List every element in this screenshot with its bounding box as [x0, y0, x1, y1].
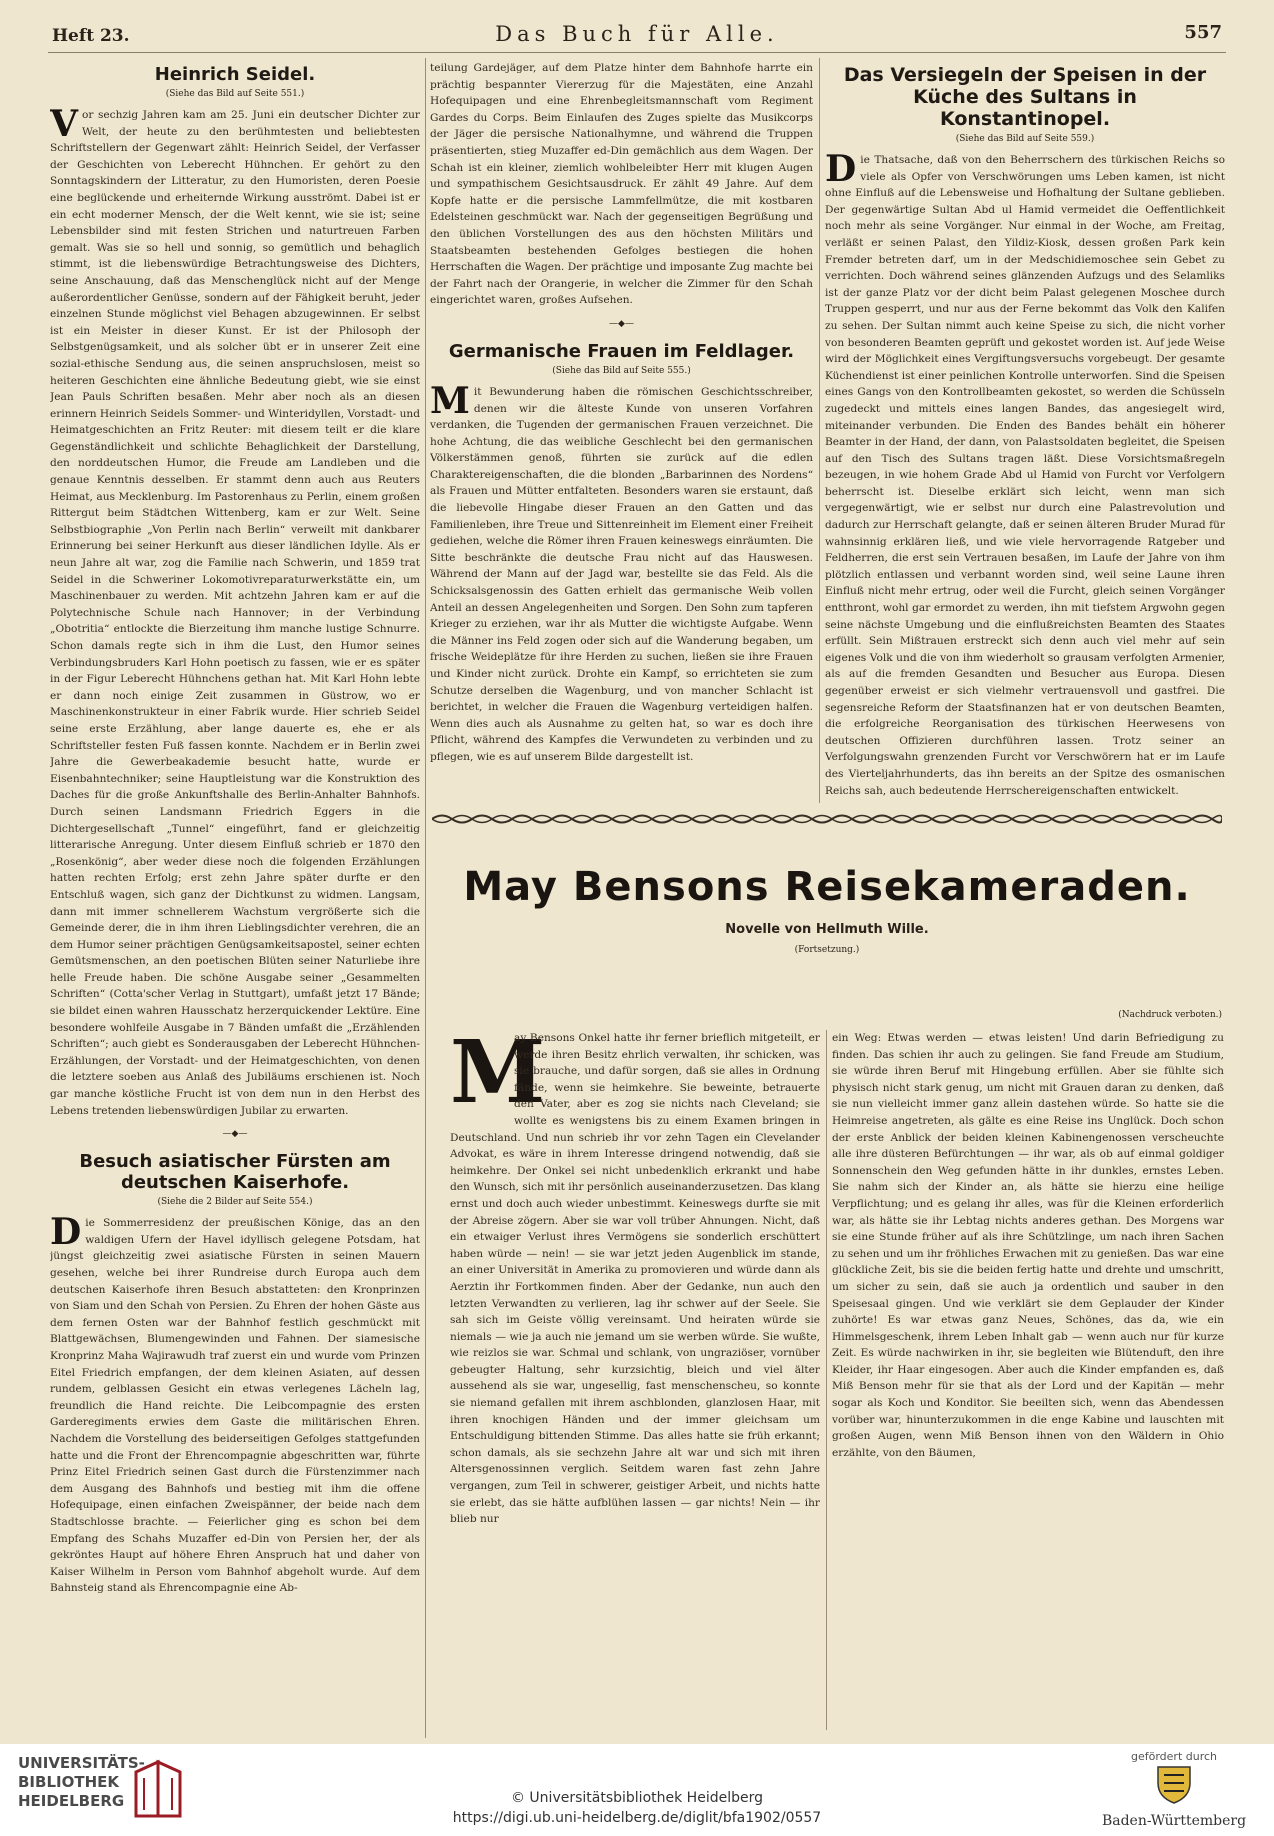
- drop-cap: M: [430, 379, 470, 422]
- story-title: May Bensons Reisekameraden.: [463, 864, 1191, 910]
- funded-by-label: gefördert durch: [1130, 1750, 1218, 1763]
- page-number: 557: [1184, 22, 1222, 43]
- story-column-1: [450, 1030, 820, 1730]
- article-ref-sultan: (Siehe das Bild auf Seite 559.): [955, 134, 1095, 144]
- copyright-text: © Universitätsbibliothek Heidelberg: [510, 1790, 763, 1806]
- story-byline: Novelle von Hellmuth Wille.: [725, 922, 929, 937]
- article-title-seidel: Heinrich Seidel.: [154, 64, 316, 85]
- article-body-frauen: Mit Bewunderung haben die römischen Geschichtsschreiber, denen wir die älteste Kunde von unseren Vorfahren verdanken, die Tugenden der germanischen Frauen verzeichnet. Die hohe Achtung, die das weibliche Geschlecht bei den germanischen Völkerstämmen genoß, führten sie zurück auf die edlen Charaktereigenschaften, die die blonden „Barbarinnen des Nordens“ als Frauen und Mütter entfalteten. Besonders waren sie erstaunt, daß die liebevolle Hingabe dieser Frauen an den Gatten und das Familienleben, ihre Treue und Sittenreinheit im Element einer Freiheit gediehen, welche die Römer ihren Frauen keineswegs einräumten. Die Sitte beschränkte die deutsche Frau nicht auf das Hauswesen. Während der Mann auf der Jagd war, bestellte sie das Feld. Als die Schicksalsgenossin des Gatten erhielt das germanische Weib vollen Anteil an dessen Angelegenheiten und Sorgen. Den Sohn zum tapferen Krieger zu erziehen, war ihr als Mutter die wichtigste Aufgabe. Wenn die Männer ins Feld zogen oder sich auf die Wanderung begaben, um frische Weideplätze für ihre Herden zu suchen, ließen sie ihre Frauen und Kinder nicht zurück. Drohte ein Kampf, so errichteten sie zum Schutze derselben die Wagenburg, und von mancher Schlacht ist berichtet, in welcher die Frauen die Wagenburg verteidigen halfen. Wenn dies auch als Ausnahme zu gelten hat, so war es doch ihre Pflicht, während des Kampfes die Verwundeten zu verbinden und zu pflegen, wie es auf unserem Bilde dargestellt ist.: [430, 379, 813, 763]
- column-divider: [425, 58, 426, 1738]
- drop-cap: D: [825, 148, 857, 190]
- coat-of-arms-icon: [1154, 1763, 1194, 1805]
- column-3: [825, 60, 1225, 800]
- column-divider: [826, 1030, 827, 1730]
- drop-cap: D: [50, 1211, 82, 1254]
- column-1: [50, 60, 420, 1740]
- permalink-url[interactable]: https://digi.ub.uni-heidelberg.de/diglit/bfa1902/0557: [452, 1810, 822, 1826]
- story-body-part-2: ein Weg: Etwas werden — etwas leisten! Und darin Befriedigung zu finden. Das schien ihr auch zu gelingen. Sie fand Freude am Studium, sie würde ihren Beruf mit Hingebung erfüllen. Aber sie fühlte sich physisch nicht stark genug, um nicht mit Grauen daran zu denken, daß sie nun vielleicht immer ganz allein dastehen würde. So hatte sie die Heimreise angetreten, als gälte es eine Reise ins Unglück. Doch schon der erste Anblick der beiden kleinen Kabinengenossen verscheuchte alle ihre düsteren Befürchtungen — ihr war, als ob auf einmal goldiger Sonnenschein den Weg gefunden hätte in ihr dunkles, ernstes Leben. Sie nahm sich der Kinder an, als hätte sie hierzu eine heilige Verpflichtung; und es gelang ihr alles, was für die Kleinen erforderlich war, als hätte sie ihr Lebtag nichts anderes gethan. Des Morgens war sie eine Stunde früher auf als ihre Schützlinge, um nach ihren Sachen zu sehen und um ihr fröhliches Erwachen mit zu genießen. Das war eine glückliche Zeit, bis sie die beiden fertig hatte und drehte und umschritt, um sicher zu sein, daß sie auch ja ordentlich und sauber in den Speisesaal gingen. Und wie verklärt sie dem Geplauder der Kinder zuhörte! Es war etwas ganz Neues, Schönes, das da, wie ein Himmelsgeschenk, ihrem Leben Inhalt gab — wenn auch nur für kurze Zeit. Es würde nachwirken in ihr, sie begleiten wie Blütenduft, den ihre Kleider, ihr Haar eingesogen. Aber auch die Kinder empfanden es, daß Miß Benson mehr für sie that als der Lord und der Kapitän — mehr sogar als Koch und Konditor. Sie beeilten sich, wenn das Abendessen vorüber war, hinunterzukommen in die enge Kabine und lauschten mit großen Augen, wenn Miß Benson ihnen von den Wäldern in Ohio erzählte, von den Bäumen,: [832, 1032, 1224, 1459]
- header-rule: [48, 52, 1226, 53]
- article-body-fuersten-continued: teilung Gardejäger, auf dem Platze hinter dem Bahnhofe harrte ein prächtig bespannter Viererzug für die Majestäten, eine Anzahl Hofequipagen und eine Ehrenbegleitsmannschaft vom Regiment Gardes du Corps. Beim Einlaufen des Zuges spielte das Musikcorps der Jäger die persische Nationalhymne, und während die Truppen präsentierten, stieg Muzaffer ed-Din gemächlich aus dem Wagen. Der Schah ist ein kleiner, ziemlich wohlbeleibter Herr mit klugen Augen und sympathischem Gesichtsausdruck. Er zählt 49 Jahre. Auf dem Kopfe hatte er die persische Lammfellmütze, die mit kostbaren Edelsteinen geschmückt war. Nach der gegenseitigen Begrüßung und den üblichen Vorstellungen des aus den höchsten Militärs und Staatsbeamten bestehenden Gefolges bestiegen die hohen Herrschaften die Wagen. Der prächtige und imposante Zug machte bei der Fahrt nach der Orangerie, in welcher die Zimmer für den Schah eingerichtet waren, großes Aufsehen.: [430, 62, 813, 307]
- section-separator: —◆—: [222, 1129, 248, 1140]
- library-logo-text: UNIVERSITÄTS- BIBLIOTHEK HEIDELBERG: [18, 1754, 145, 1810]
- story-continuation-note: (Fortsetzung.): [794, 945, 860, 955]
- drop-cap: V: [50, 103, 78, 145]
- section-separator: —◆—: [609, 318, 634, 329]
- reprint-notice: (Nachdruck verboten.): [1118, 1010, 1222, 1020]
- story-drop-cap: M: [450, 1030, 546, 1123]
- article-ref-seidel: (Siehe das Bild auf Seite 551.): [165, 89, 305, 99]
- state-name: Baden-Württemberg: [1101, 1813, 1247, 1829]
- article-body-sultan: Die Thatsache, daß von den Beherrschern des türkischen Reichs so viele als Opfer von Verschwörungen ums Leben kamen, ist nicht ohne Einfluß auf die Lebensweise und Hofhaltung der Sultane geblieben. Der gegenwärtige Sultan Abd ul Hamid vermeidet die Oeffentlichkeit noch mehr als seine Vorgänger. Nur einmal in der Woche, am Freitag, verläßt er seinen Palast, den Yildiz-Kiosk, dessen großen Park kein Fremder betreten darf, um in der Medschidiemoschee sein Gebet zu verrichten. Doch während seines glänzenden Aufzugs und des Selamliks ist der ganze Platz vor der dicht beim Palast gelegenen Moschee durch Truppen gesperrt, und nur aus der Ferne bekommt das Volk den Kalifen zu sehen. Der Sultan nimmt auch keine Speise zu sich, die nicht vorher von besonderen Beamten geprüft und gekostet worden ist. Auf jede Weise wird der Möglichkeit eines Vergiftungsversuchs vorgebeugt. Der gesamte Küchendienst ist einer peinlichen Kontrolle unterworfen. Sind die Speisen eines Gangs von den Kontrollbeamten gekostet, so werden die Schüsseln zugedeckt und mittels eines langen Bandes, das angesiegelt wird, miteinander verbunden. Die Enden des Bandes behält ein höherer Beamter in der Hand, der dann, von Palastsoldaten begleitet, die Speisen auf den Tisch des Sultans tragen läßt. Diese Vorsichtsmaßregeln bezeugen, in wie hohem Grade Abd ul Hamid von Furcht vor Verfolgern beherrscht ist. Dieselbe erklärt sich leicht, wenn man sich vergegenwärtigt, wie er selbst nur durch eine Palastrevolution und dadurch zur Herrschaft gelangte, daß er seinen älteren Bruder Murad für wahnsinnig erklären ließ, und wie viele hervorragende Ratgeber und Feldherren, die erst sein Vertrauen besaßen, im Laufe der Jahre von ihm plötzlich entlassen und verbannt worden sind, weil seine Laune ihren Einfluß nicht mehr ertrug, oder weil die Furcht, gleich seinen Vorgänger entthront, wohl gar ermordet zu werden, ihn mit tiefstem Argwohn gegen seine nächste Umgebung und die einflußreichsten Beamten des Staates erfüllt. Sein Mißtrauen erstreckt sich denn auch viel mehr auf sein eigenes Volk und die von ihm wiederholt so grausam verfolgten Armenier, als auf die fremden Gesandten und Besucher aus Europa. Diesen gegenüber erweist er sich vielmehr vertrauensvoll und gastfrei. Die segensreiche Reform der Staatsfinanzen hat er von deutschen Beamten, die erfolgreiche Reorganisation des türkischen Heerwesens von deutschen Offizieren durchführen lassen. Trotz seiner an Verfolgungswahn grenzenden Furcht vor Verschwörern hat er im Laufe des Vierteljahrhunderts, das ihn bereits an der Spitze des osmanischen Reichs sah, auch bedeutende Herrschereigenschaften entwickelt.: [825, 148, 1225, 797]
- article-ref-frauen: (Siehe das Bild auf Seite 555.): [552, 365, 691, 376]
- column-2: [430, 60, 813, 800]
- story-column-2: [832, 1030, 1224, 1730]
- journal-title: Das Buch für Alle.: [495, 22, 779, 46]
- article-title-sultan: Das Versiegeln der Speisen in der Küche des Sultans in Konstantinopel.: [843, 64, 1207, 130]
- column-divider: [819, 58, 820, 803]
- funding-logo: [1094, 1750, 1254, 1830]
- page-header: [52, 18, 1222, 48]
- story-body-part-1: M ay Bensons Onkel hatte ihr ferner brieflich mitgeteilt, er werde ihren Besitz ehrlich verwalten, ihr schicken, was sie brauche, und dafür sorgen, daß sie alles in Ordnung fände, wenn sie heimkehre. Sie beweinte, betrauerte den Vater, aber es zog sie nichts nach Cleveland; sie wollte es wenigstens bis zu einem Examen bringen in Deutschland. Und nun schrieb ihr vor zehn Tagen ein Clevelander Advokat, es wäre in ihrem Interesse dringend notwendig, daß sie heimkehre. Der Onkel sei nicht unbedenklich erkrankt und habe den Wunsch, sich mit ihr persönlich auseinanderzusetzen. Das klang ernst und doch auch wieder unbestimmt. Keineswegs durfte sie mit der Abreise zögern. Aber sie war voll trüber Ahnungen. Nicht, daß ein etwaiger Verlust ihres Vermögens sie sonderlich erschüttert haben würde — nein! — sie war jetzt jeden Augenblick im stande, an einer Universität in Amerika zu promovieren und würde dann als Aerztin ihr Fortkommen finden. Aber der Gedanke, nun auch den letzten Verwandten zu verlieren, lag ihr schwer auf der Seele. Sie sah sich im Geiste völlig vereinsamt. Und heiraten würde sie niemals — wie ja auch nie jemand um sie werben würde. Sie wußte, wie reizlos sie war. Schmal und schlank, von ungraziöser, vornüber gebeugter Haltung, sehr kurzsichtig, bleich und viel älter aussehend als sie war, ungesellig, fast menschenscheu, so konnte sie niemand gefallen mit ihrem aschblonden, glanzlosen Haar, mit ihren knochigen Händen und der immer gleichsam um Entschuldigung bittenden Stimme. Das alles hatte sie früh erkannt; schon damals, als sie sechzehn Jahre alt war und sich mit ihren Altersgenossinnen verglich. Seitdem waren fast zehn Jahre vergangen, zum Teil in schwerer, geistiger Arbeit, und nichts hatte sie erlebt, das sie hätte aufblühen lassen — gar nichts! Nein — ihr blieb nur: [450, 1030, 820, 1526]
- footer-bar: [0, 1744, 1274, 1836]
- article-ref-fuersten: (Siehe die 2 Bilder auf Seite 554.): [157, 1197, 313, 1208]
- story-header: [432, 828, 1222, 955]
- ornamental-divider: [432, 812, 1222, 826]
- article-body-fuersten: Die Sommerresidenz der preußischen Könige, das an den waldigen Ufern der Havel idyllisch gelegene Potsdam, hat jüngst gleichzeitig zwei asiatische Fürsten in seinen Mauern gesehen, welche bei ihrer Rundreise durch Europa auch dem deutschen Kaiserhofe ihren Besuch abstatteten: den Kronprinzen von Siam und den Schah von Persien. Zu Ehren der hohen Gäste aus dem fernen Osten war der Bahnhof festlich geschmückt mit Blattgewächsen, Blumengewinden und Fahnen. Der siamesische Kronprinz Maha Wajirawudh traf zuerst ein und wurde vom Prinzen Eitel Friedrich empfangen, der dem kleinen Asiaten, auf dessen rundem, gelblassen Gesicht ein etwas verlegenes Lächeln lag, freundlich die Hand reichte. Die Leibcompagnie des ersten Garderegiments erwies dem Gaste die militärischen Ehren. Nachdem die Vorstellung des beiderseitigen Gefolges stattgefunden hatte und die Front der Ehrencompagnie abgeschritten war, führte Prinz Eitel Friedrich seinen Gast durch die Fürstenzimmer nach dem Ausgang des Bahnhofs und bestieg mit ihm die offene Hofequipage, einen einfachen Zweispänner, der beide nach dem Stadtschlosse brachte. — Feierlicher ging es schon bei dem Empfang des Schahs Muzaffer ed-Din von Persien her, der als gekröntes Haupt auf höhere Ehren Anspruch hat und daher von Kaiser Wilhelm in Person vom Bahnhof abgeholt wurde. Auf dem Bahnsteig stand als Ehrencompagnie eine Ab-: [50, 1211, 420, 1595]
- article-title-frauen: Germanische Frauen im Feldlager.: [448, 340, 795, 362]
- article-title-fuersten: Besuch asiatischer Fürsten am deutschen Kaiserhofe.: [79, 1151, 391, 1194]
- article-body-seidel: Vor sechzig Jahren kam am 25. Juni ein deutscher Dichter zur Welt, der heute zu den berühmtesten und beliebtesten Schriftstellern der Gegenwart zählt: Heinrich Seidel, der Verfasser der Geschichten von Leberecht Hühnchen. Er gehört zu den Sonntagskindern der Litteratur, zu den Humoristen, deren Poesie eine beglückende und erheiternde Wirkung ausströmt. Dabei ist er ein echt moderner Mensch, der die Welt kennt, wie sie ist; seine Lebensbilder sind mit festen Strichen und naturtreuen Farben gemalt. Was sie so hell und sonnig, so gemütlich und behaglich stimmt, ist die liebenswürdige Betrachtungsweise des Dichters, seine Anschauung, daß das Menschenglück nicht auf der Menge außerordentlicher Genüsse, sondern auf der Fähigkeit beruht, jeder einzelnen Stunde möglichst viel Behagen abzugewinnen. Er selbst ist ein Meister in dieser Kunst. Er ist der Philosoph der Selbstgenügsamkeit, und als solcher übt er in unserer Zeit eine sozial-ethische Sendung aus, die seinen anspruchslosen, meist so heiteren Geschichten eine ähnliche Bedeutung giebt, wie sie einst Jean Pauls Schriften besaßen. Mehr aber noch als an diesen erinnern Heinrich Seidels Sommer- und Winteridyllen, Vorstadt- und Heimatgeschichten an Fritz Reuter: mit diesem teilt er die klare Gegenständlichkeit und schlichte Behaglichkeit der Darstellung, den norddeutschen Humor, die Freude am Landleben und die genaue Kenntnis desselben. Er stammt denn auch aus Reuters Heimat, aus Mecklenburg. Im Pastorenhaus zu Perlin, einem großen Rittergut beim Städtchen Wittenberg, kam er zur Welt. Seine Selbstbiographie „Von Perlin nach Berlin“ verweilt mit dankbarer Erinnerung bei seiner Herkunft aus dieser ländlichen Idylle. Als er neun Jahre alt war, zog die Familie nach Schwerin, und 1859 trat Seidel in die Schweriner Lokomotivreparaturwerkstätte ein, um Maschinenbauer zu werden. Mit achtzehn Jahren kam er auf die Polytechnische Schule nach Hannover; in der Verbindung „Obotritia“ entlockte die Bierzeitung ihm manche lustige Schnurre. Schon damals regte sich in ihm die Lust, den Humor seines Verbindungsbruders Karl Hohn poetisch zu fassen, wie er es später in der Figur Leberecht Hühnchens gethan hat. Mit Karl Hohn lebte er dann noch einige Zeit zusammen in Güstrow, wo er Maschinenkonstrukteur in einer Fabrik wurde. Hier schrieb Seidel seine erste Erzählung, aber lange dauerte es, ehe er als Schriftsteller festen Fuß fassen konnte. Nachdem er in Berlin zwei Jahre die Gewerbeakademie besucht hatte, wurde er Eisenbahntechniker; seine Hauptleistung war die Konstruktion des Daches für die große Ankunftshalle des Berlin-Anhalter Bahnhofs. Durch seinen Landsmann Friedrich Eggers in die Dichtergesellschaft „Tunnel“ eingeführt, fand er gleichzeitig litterarische Anregung. Unter diesem Einfluß schrieb er 1870 den „Rosenkönig“, aber weder diese noch die folgenden Erzählungen hatten rechten Erfolg; erst zehn Jahre später durfte er den Entschluß wagen, sich ganz der Dichtkunst zu widmen. Langsam, dann mit immer schnellerem Wachstum vergrößerte sich die Gemeinde derer, die in ihm ihren Lieblingsdichter verehren, die an dem Humor seiner prächtigen Genügsamkeitsapostel, seiner echten Gemütsmenschen, an den poetischen Blüten seiner Naturliebe ihre helle Freude haben. Die schöne Ausgabe seiner „Gesammelten Schriften“ (Cotta'scher Verlag in Stuttgart), umfaßt jetzt 17 Bände; sie bildet einen wahren Hausschatz herzerquickender Lektüre. Eine besondere wohlfeile Ausgabe in 7 Bänden umfaßt die „Erzählenden Schriften“; auch giebt es Sonderausgaben der Leberecht Hühnchen-Erzählungen, der Vorstadt- und der Heimatgeschichten, von denen die letztere soeben aus Anlaß des Jubiläums erschienen ist. Noch gar manche köstliche Frucht ist von dem nun in den Herbst des Lebens tretenden liebenswürdigen Jubilar zu erwarten.: [50, 103, 420, 1117]
- issue-number: Heft 23.: [52, 26, 130, 46]
